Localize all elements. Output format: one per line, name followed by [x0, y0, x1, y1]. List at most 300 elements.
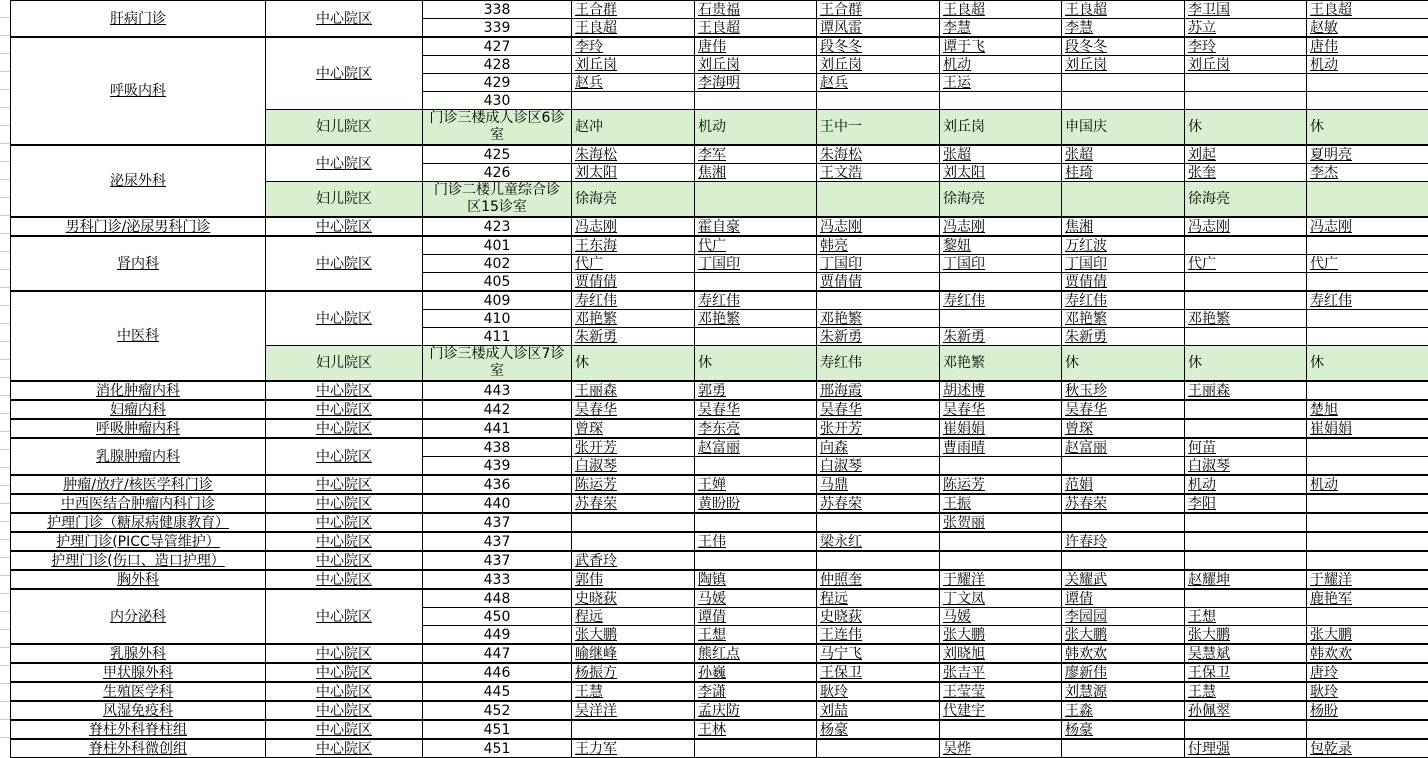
schedule-cell[interactable] — [1062, 182, 1185, 218]
department-cell[interactable] — [11, 145, 266, 217]
schedule-cell[interactable] — [1062, 92, 1185, 110]
schedule-cell[interactable] — [817, 720, 940, 739]
schedule-cell[interactable] — [1185, 328, 1307, 346]
department-cell[interactable] — [11, 589, 266, 644]
schedule-cell[interactable] — [572, 494, 695, 513]
campus-cell[interactable] — [266, 182, 423, 218]
schedule-cell[interactable] — [1062, 570, 1185, 589]
schedule-cell[interactable] — [572, 589, 695, 608]
schedule-cell[interactable] — [1185, 608, 1307, 626]
schedule-cell[interactable] — [940, 164, 1062, 182]
schedule-cell[interactable] — [940, 720, 1062, 739]
schedule-cell[interactable] — [572, 532, 695, 551]
room-number-cell[interactable]: 411 — [423, 328, 572, 346]
schedule-cell[interactable] — [1062, 626, 1185, 645]
room-number-cell[interactable]: 452 — [423, 701, 572, 720]
campus-cell[interactable] — [266, 236, 423, 291]
schedule-cell[interactable] — [1307, 291, 1428, 310]
schedule-cell[interactable] — [1185, 720, 1307, 739]
schedule-cell[interactable] — [572, 513, 695, 532]
schedule-cell[interactable] — [1062, 682, 1185, 701]
schedule-cell[interactable] — [940, 236, 1062, 255]
schedule-cell[interactable] — [817, 551, 940, 570]
room-number-cell[interactable]: 423 — [423, 217, 572, 236]
campus-cell[interactable] — [266, 419, 423, 438]
schedule-cell[interactable] — [940, 217, 1062, 236]
schedule-cell[interactable] — [1062, 475, 1185, 494]
schedule-cell[interactable] — [1185, 37, 1307, 56]
department-cell[interactable] — [11, 720, 266, 739]
schedule-cell[interactable] — [817, 589, 940, 608]
schedule-cell[interactable] — [572, 273, 695, 292]
schedule-cell[interactable] — [1185, 682, 1307, 701]
schedule-cell[interactable] — [695, 663, 817, 682]
schedule-cell[interactable] — [572, 701, 695, 720]
schedule-cell[interactable] — [817, 145, 940, 164]
room-number-cell[interactable]: 437 — [423, 532, 572, 551]
schedule-cell[interactable] — [572, 663, 695, 682]
schedule-cell[interactable] — [572, 236, 695, 255]
department-cell[interactable] — [11, 475, 266, 494]
schedule-cell[interactable] — [572, 720, 695, 739]
schedule-cell[interactable] — [940, 381, 1062, 400]
schedule-cell[interactable] — [817, 74, 940, 92]
schedule-cell[interactable] — [817, 663, 940, 682]
schedule-cell[interactable] — [1062, 110, 1185, 146]
room-number-cell[interactable]: 425 — [423, 145, 572, 164]
schedule-cell[interactable] — [1307, 92, 1428, 110]
schedule-cell[interactable] — [695, 438, 817, 457]
schedule-cell[interactable] — [1307, 400, 1428, 419]
room-number-cell[interactable]: 426 — [423, 164, 572, 182]
schedule-cell[interactable] — [1185, 400, 1307, 419]
schedule-cell[interactable] — [1185, 74, 1307, 92]
room-number-cell[interactable]: 448 — [423, 589, 572, 608]
department-cell[interactable] — [11, 513, 266, 532]
schedule-cell[interactable] — [1307, 145, 1428, 164]
department-cell[interactable] — [11, 291, 266, 381]
schedule-cell[interactable] — [1062, 310, 1185, 328]
schedule-cell[interactable] — [940, 182, 1062, 218]
schedule-cell[interactable] — [940, 400, 1062, 419]
schedule-cell[interactable] — [572, 310, 695, 328]
schedule-cell[interactable] — [1062, 37, 1185, 56]
campus-cell[interactable] — [266, 720, 423, 739]
department-cell[interactable] — [11, 400, 266, 419]
department-cell[interactable] — [11, 438, 266, 475]
schedule-cell[interactable] — [1062, 720, 1185, 739]
schedule-cell[interactable] — [695, 513, 817, 532]
schedule-cell[interactable] — [817, 255, 940, 273]
schedule-cell[interactable] — [940, 663, 1062, 682]
schedule-cell[interactable] — [817, 110, 940, 146]
schedule-cell[interactable] — [817, 739, 940, 758]
schedule-cell[interactable] — [572, 328, 695, 346]
room-number-cell[interactable]: 441 — [423, 419, 572, 438]
schedule-cell[interactable] — [695, 551, 817, 570]
room-number-cell[interactable]: 428 — [423, 56, 572, 74]
schedule-cell[interactable] — [1062, 701, 1185, 720]
schedule-cell[interactable] — [940, 37, 1062, 56]
schedule-cell[interactable] — [572, 626, 695, 645]
schedule-cell[interactable] — [695, 419, 817, 438]
room-number-cell[interactable]: 451 — [423, 739, 572, 758]
schedule-cell[interactable] — [1062, 551, 1185, 570]
schedule-cell[interactable] — [1307, 74, 1428, 92]
schedule-cell[interactable] — [940, 92, 1062, 110]
schedule-cell[interactable] — [940, 532, 1062, 551]
department-cell[interactable] — [11, 494, 266, 513]
schedule-cell[interactable] — [572, 164, 695, 182]
schedule-cell[interactable] — [817, 273, 940, 292]
schedule-cell[interactable] — [1307, 457, 1428, 476]
schedule-cell[interactable] — [1062, 74, 1185, 92]
department-cell[interactable] — [11, 217, 266, 236]
department-cell[interactable] — [11, 663, 266, 682]
room-number-cell[interactable]: 445 — [423, 682, 572, 701]
room-number-cell[interactable]: 427 — [423, 37, 572, 56]
schedule-cell[interactable] — [695, 145, 817, 164]
schedule-cell[interactable] — [1185, 182, 1307, 218]
schedule-cell[interactable] — [572, 644, 695, 663]
room-number-cell[interactable]: 443 — [423, 381, 572, 400]
schedule-cell[interactable] — [817, 400, 940, 419]
schedule-cell[interactable] — [572, 739, 695, 758]
room-number-cell[interactable]: 430 — [423, 92, 572, 110]
campus-cell[interactable] — [266, 381, 423, 400]
department-cell[interactable] — [11, 644, 266, 663]
schedule-cell[interactable] — [1062, 346, 1185, 382]
schedule-cell[interactable] — [1307, 720, 1428, 739]
room-number-cell[interactable]: 429 — [423, 74, 572, 92]
schedule-cell[interactable] — [1185, 475, 1307, 494]
schedule-cell[interactable] — [817, 608, 940, 626]
schedule-cell[interactable] — [1307, 551, 1428, 570]
schedule-cell[interactable] — [1185, 145, 1307, 164]
campus-cell[interactable] — [266, 110, 423, 146]
schedule-cell[interactable] — [817, 494, 940, 513]
schedule-cell[interactable] — [1307, 513, 1428, 532]
schedule-cell[interactable] — [817, 164, 940, 182]
schedule-cell[interactable] — [1185, 217, 1307, 236]
schedule-cell[interactable] — [1185, 663, 1307, 682]
room-number-cell[interactable]: 436 — [423, 475, 572, 494]
schedule-cell[interactable] — [572, 255, 695, 273]
department-cell[interactable] — [11, 1, 266, 38]
schedule-cell[interactable] — [695, 310, 817, 328]
schedule-cell[interactable] — [1185, 381, 1307, 400]
campus-cell[interactable] — [266, 346, 423, 382]
room-number-cell[interactable]: 440 — [423, 494, 572, 513]
schedule-cell[interactable] — [695, 457, 817, 476]
schedule-cell[interactable] — [940, 310, 1062, 328]
schedule-cell[interactable] — [695, 608, 817, 626]
schedule-cell[interactable] — [572, 74, 695, 92]
department-cell[interactable] — [11, 701, 266, 720]
schedule-cell[interactable] — [572, 457, 695, 476]
room-number-cell[interactable]: 447 — [423, 644, 572, 663]
campus-cell[interactable] — [266, 644, 423, 663]
schedule-cell[interactable] — [817, 56, 940, 74]
room-number-cell[interactable]: 442 — [423, 400, 572, 419]
schedule-cell[interactable] — [695, 182, 817, 218]
room-number-cell[interactable]: 446 — [423, 663, 572, 682]
schedule-cell[interactable] — [1062, 56, 1185, 74]
schedule-cell[interactable] — [695, 720, 817, 739]
campus-cell[interactable] — [266, 551, 423, 570]
department-cell[interactable] — [11, 236, 266, 291]
schedule-cell[interactable] — [572, 110, 695, 146]
schedule-cell[interactable] — [1307, 346, 1428, 382]
schedule-cell[interactable] — [817, 438, 940, 457]
schedule-cell[interactable] — [1185, 273, 1307, 292]
schedule-cell[interactable] — [1062, 255, 1185, 273]
schedule-cell[interactable] — [940, 475, 1062, 494]
schedule-cell[interactable] — [940, 570, 1062, 589]
schedule-cell[interactable] — [1307, 236, 1428, 255]
schedule-cell[interactable] — [695, 255, 817, 273]
schedule-cell[interactable] — [572, 570, 695, 589]
schedule-cell[interactable] — [1062, 291, 1185, 310]
schedule-cell[interactable] — [572, 1, 695, 19]
schedule-cell[interactable] — [817, 236, 940, 255]
schedule-cell[interactable] — [940, 145, 1062, 164]
schedule-cell[interactable] — [1185, 1, 1307, 19]
schedule-cell[interactable] — [940, 74, 1062, 92]
schedule-cell[interactable] — [1307, 682, 1428, 701]
campus-cell[interactable] — [266, 663, 423, 682]
schedule-cell[interactable] — [940, 110, 1062, 146]
schedule-cell[interactable] — [1185, 589, 1307, 608]
schedule-cell[interactable] — [817, 19, 940, 38]
schedule-cell[interactable] — [1062, 532, 1185, 551]
department-cell[interactable] — [11, 551, 266, 570]
campus-cell[interactable] — [266, 1, 423, 38]
schedule-cell[interactable] — [940, 682, 1062, 701]
schedule-cell[interactable] — [1307, 475, 1428, 494]
schedule-cell[interactable] — [1062, 589, 1185, 608]
schedule-cell[interactable] — [1062, 236, 1185, 255]
schedule-cell[interactable] — [1307, 438, 1428, 457]
department-cell[interactable] — [11, 570, 266, 589]
campus-cell[interactable] — [266, 532, 423, 551]
schedule-cell[interactable] — [1062, 381, 1185, 400]
campus-cell[interactable] — [266, 739, 423, 758]
schedule-cell[interactable] — [817, 381, 940, 400]
schedule-cell[interactable] — [1185, 513, 1307, 532]
schedule-cell[interactable] — [1062, 739, 1185, 758]
schedule-cell[interactable] — [1185, 532, 1307, 551]
campus-cell[interactable] — [266, 570, 423, 589]
schedule-cell[interactable] — [817, 570, 940, 589]
schedule-cell[interactable] — [695, 589, 817, 608]
room-number-cell[interactable]: 437 — [423, 551, 572, 570]
schedule-cell[interactable] — [695, 92, 817, 110]
schedule-cell[interactable] — [940, 626, 1062, 645]
department-cell[interactable] — [11, 682, 266, 701]
schedule-cell[interactable] — [695, 110, 817, 146]
room-number-cell[interactable]: 405 — [423, 273, 572, 292]
schedule-cell[interactable] — [940, 19, 1062, 38]
schedule-cell[interactable] — [695, 400, 817, 419]
department-cell[interactable] — [11, 532, 266, 551]
schedule-cell[interactable] — [940, 273, 1062, 292]
schedule-cell[interactable] — [940, 438, 1062, 457]
schedule-cell[interactable] — [940, 589, 1062, 608]
schedule-cell[interactable] — [572, 346, 695, 382]
schedule-cell[interactable] — [817, 513, 940, 532]
schedule-cell[interactable] — [1307, 626, 1428, 645]
schedule-cell[interactable] — [695, 701, 817, 720]
room-number-cell[interactable]: 433 — [423, 570, 572, 589]
campus-cell[interactable] — [266, 217, 423, 236]
location-cell[interactable]: 门诊三楼成人诊区6诊室 — [423, 110, 572, 146]
schedule-cell[interactable] — [572, 56, 695, 74]
campus-cell[interactable] — [266, 145, 423, 182]
campus-cell[interactable] — [266, 589, 423, 644]
schedule-cell[interactable] — [695, 37, 817, 56]
schedule-cell[interactable] — [1062, 217, 1185, 236]
schedule-cell[interactable] — [940, 1, 1062, 19]
schedule-cell[interactable] — [817, 182, 940, 218]
schedule-cell[interactable] — [695, 273, 817, 292]
schedule-cell[interactable] — [695, 626, 817, 645]
schedule-cell[interactable] — [1307, 37, 1428, 56]
schedule-cell[interactable] — [1062, 494, 1185, 513]
department-cell[interactable] — [11, 739, 266, 758]
schedule-cell[interactable] — [572, 608, 695, 626]
schedule-cell[interactable] — [1307, 273, 1428, 292]
schedule-cell[interactable] — [1307, 310, 1428, 328]
schedule-cell[interactable] — [1307, 328, 1428, 346]
schedule-cell[interactable] — [940, 513, 1062, 532]
schedule-cell[interactable] — [1185, 626, 1307, 645]
schedule-cell[interactable] — [940, 419, 1062, 438]
schedule-cell[interactable] — [940, 701, 1062, 720]
schedule-cell[interactable] — [1185, 19, 1307, 38]
schedule-cell[interactable] — [940, 457, 1062, 476]
schedule-cell[interactable] — [695, 494, 817, 513]
schedule-cell[interactable] — [695, 217, 817, 236]
schedule-cell[interactable] — [1062, 644, 1185, 663]
schedule-cell[interactable] — [1062, 273, 1185, 292]
schedule-cell[interactable] — [817, 310, 940, 328]
campus-cell[interactable] — [266, 291, 423, 346]
schedule-cell[interactable] — [1307, 164, 1428, 182]
schedule-cell[interactable] — [817, 217, 940, 236]
schedule-cell[interactable] — [572, 551, 695, 570]
room-number-cell[interactable]: 439 — [423, 457, 572, 476]
schedule-cell[interactable] — [695, 346, 817, 382]
schedule-cell[interactable] — [1185, 494, 1307, 513]
room-number-cell[interactable]: 451 — [423, 720, 572, 739]
schedule-cell[interactable] — [572, 381, 695, 400]
schedule-cell[interactable] — [1185, 346, 1307, 382]
schedule-cell[interactable] — [1062, 164, 1185, 182]
schedule-cell[interactable] — [817, 291, 940, 310]
schedule-cell[interactable] — [1307, 608, 1428, 626]
schedule-cell[interactable] — [695, 644, 817, 663]
schedule-cell[interactable] — [1062, 419, 1185, 438]
room-number-cell[interactable]: 338 — [423, 1, 572, 19]
schedule-cell[interactable] — [695, 328, 817, 346]
room-number-cell[interactable]: 449 — [423, 626, 572, 645]
schedule-cell[interactable] — [1307, 217, 1428, 236]
schedule-cell[interactable] — [695, 739, 817, 758]
schedule-cell[interactable] — [940, 346, 1062, 382]
schedule-cell[interactable] — [695, 1, 817, 19]
schedule-cell[interactable] — [817, 682, 940, 701]
campus-cell[interactable] — [266, 682, 423, 701]
schedule-cell[interactable] — [1307, 494, 1428, 513]
schedule-cell[interactable] — [695, 236, 817, 255]
room-number-cell[interactable]: 450 — [423, 608, 572, 626]
schedule-cell[interactable] — [1062, 19, 1185, 38]
schedule-cell[interactable] — [817, 532, 940, 551]
schedule-cell[interactable] — [817, 419, 940, 438]
schedule-cell[interactable] — [572, 400, 695, 419]
schedule-cell[interactable] — [695, 381, 817, 400]
schedule-cell[interactable] — [1185, 236, 1307, 255]
schedule-cell[interactable] — [1062, 608, 1185, 626]
schedule-cell[interactable] — [1185, 291, 1307, 310]
schedule-cell[interactable] — [572, 475, 695, 494]
room-number-cell[interactable]: 438 — [423, 438, 572, 457]
schedule-cell[interactable] — [572, 438, 695, 457]
schedule-cell[interactable] — [817, 346, 940, 382]
schedule-cell[interactable] — [572, 419, 695, 438]
schedule-cell[interactable] — [572, 145, 695, 164]
schedule-cell[interactable] — [1307, 255, 1428, 273]
location-cell[interactable]: 门诊二楼儿童综合诊区15诊室 — [423, 182, 572, 218]
schedule-cell[interactable] — [1307, 1, 1428, 19]
schedule-cell[interactable] — [1185, 110, 1307, 146]
campus-cell[interactable] — [266, 701, 423, 720]
schedule-cell[interactable] — [817, 457, 940, 476]
room-number-cell[interactable]: 402 — [423, 255, 572, 273]
room-number-cell[interactable]: 339 — [423, 19, 572, 38]
room-number-cell[interactable]: 410 — [423, 310, 572, 328]
schedule-cell[interactable] — [1307, 419, 1428, 438]
schedule-cell[interactable] — [1307, 663, 1428, 682]
schedule-cell[interactable] — [1307, 532, 1428, 551]
schedule-cell[interactable] — [572, 682, 695, 701]
location-cell[interactable]: 门诊三楼成人诊区7诊室 — [423, 346, 572, 382]
schedule-cell[interactable] — [1307, 381, 1428, 400]
schedule-cell[interactable] — [1307, 739, 1428, 758]
schedule-cell[interactable] — [1185, 255, 1307, 273]
campus-cell[interactable] — [266, 438, 423, 475]
schedule-cell[interactable] — [1185, 310, 1307, 328]
schedule-cell[interactable] — [695, 74, 817, 92]
schedule-cell[interactable] — [1062, 438, 1185, 457]
schedule-cell[interactable] — [1307, 570, 1428, 589]
schedule-cell[interactable] — [940, 739, 1062, 758]
schedule-cell[interactable] — [817, 1, 940, 19]
schedule-cell[interactable] — [817, 626, 940, 645]
schedule-cell[interactable] — [1307, 644, 1428, 663]
schedule-cell[interactable] — [817, 701, 940, 720]
schedule-cell[interactable] — [940, 494, 1062, 513]
campus-cell[interactable] — [266, 400, 423, 419]
schedule-cell[interactable] — [695, 475, 817, 494]
schedule-cell[interactable] — [695, 682, 817, 701]
schedule-cell[interactable] — [1185, 570, 1307, 589]
schedule-cell[interactable] — [1307, 56, 1428, 74]
schedule-cell[interactable] — [1185, 701, 1307, 720]
campus-cell[interactable] — [266, 494, 423, 513]
schedule-cell[interactable] — [1307, 182, 1428, 218]
